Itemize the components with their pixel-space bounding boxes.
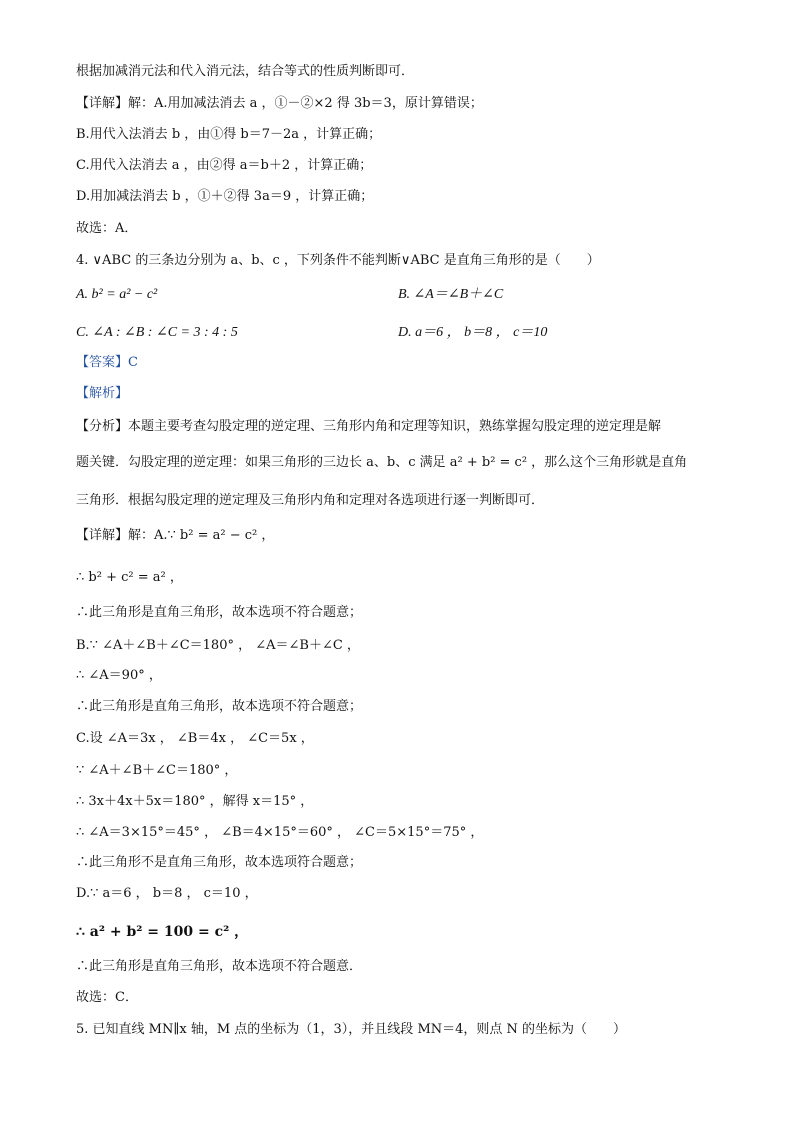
detail-line: B.∵ ∠A＋∠B＋∠C＝180° ， ∠A＝∠B＋∠C ， [76, 638, 360, 653]
detail-line: ∴此三角形是直角三角形，故本选项不符合题意． [76, 959, 363, 974]
detail-line: ∴ ∠A＝90° ， [76, 668, 162, 683]
detail-line: ∴ b² + c² = a² ， [76, 570, 183, 585]
detail-line: ∴此三角形不是直角三角形，故本选项符合题意； [76, 855, 363, 870]
detail-line: 故选：C． [76, 990, 138, 1005]
text-line: B.用代入法消去 b ，由①得 b＝7－2a ，计算正确； [76, 127, 382, 142]
answer-label: 【答案】C [76, 355, 138, 370]
detail-line: ∵ ∠A＋∠B＋∠C＝180° ， [76, 763, 238, 778]
question-4: 4. ∨ABC 的三条边分别为 a、b、c ，下列条件不能判断∨ABC 是直角三角形的是（ ） [76, 253, 600, 268]
detail-line: ∴ ∠A＝3×15°＝45° ， ∠B＝4×15°＝60° ， ∠C＝5×15°＝75° ， [76, 825, 484, 840]
option-d: D. a＝6 ， b＝8 ， c＝10 [398, 325, 548, 340]
detail-line: ∴ 3x＋4x＋5x＝180° ，解得 x＝15° ， [76, 794, 314, 809]
text-line: 故选：A． [76, 221, 138, 236]
option-b: B. ∠A＝∠B＋∠C [398, 287, 504, 302]
detail-line: 【详解】解：A.∵ b² = a² − c² ， [76, 528, 275, 543]
option-c: C. ∠A : ∠B : ∠C = 3 : 4 : 5 [76, 325, 238, 340]
text-line: D.用加减法消去 b ，①＋②得 3a＝9 ，计算正确； [76, 189, 374, 204]
question-5: 5. 已知直线 MN∥x 轴，M 点的坐标为（1，3），并且线段 MN＝4，则点 N 的坐标为（ ） [76, 1022, 627, 1037]
detail-line: C.设 ∠A＝3x ， ∠B＝4x ， ∠C＝5x ， [76, 731, 314, 746]
detail-line: ∴此三角形是直角三角形，故本选项不符合题意； [76, 699, 363, 714]
detail-line: ∴ a² + b² = 100 = c² ， [76, 924, 249, 940]
text-line: C.用代入法消去 a ，由②得 a＝b＋2 ，计算正确； [76, 158, 373, 173]
text-line: 根据加减消元法和代入消元法，结合等式的性质判断即可． [76, 64, 415, 79]
analysis-text: 三角形．根据勾股定理的逆定理及三角形内角和定理对各选项进行逐一判断即可． [76, 493, 545, 508]
text-line: 【详解】解：A.用加减法消去 a ，①－②×2 得 3b＝3，原计算错误； [76, 96, 483, 111]
analysis-text: 题关键．勾股定理的逆定理：如果三角形的三边长 a、b、c 满足 a² + b² = c² ，那么这个三角形就是直角 [76, 455, 688, 470]
detail-line: ∴此三角形是直角三角形，故本选项不符合题意； [76, 605, 363, 620]
detail-line: D.∵ a＝6 ， b＝8 ， c＝10 ， [76, 886, 258, 901]
analysis-label: 【解析】 [76, 386, 129, 401]
analysis-text: 【分析】本题主要考查勾股定理的逆定理、三角形内角和定理等知识，熟练掌握勾股定理的逆定理是解 [76, 419, 662, 434]
option-a: A. b² = a² − c² [76, 287, 158, 302]
